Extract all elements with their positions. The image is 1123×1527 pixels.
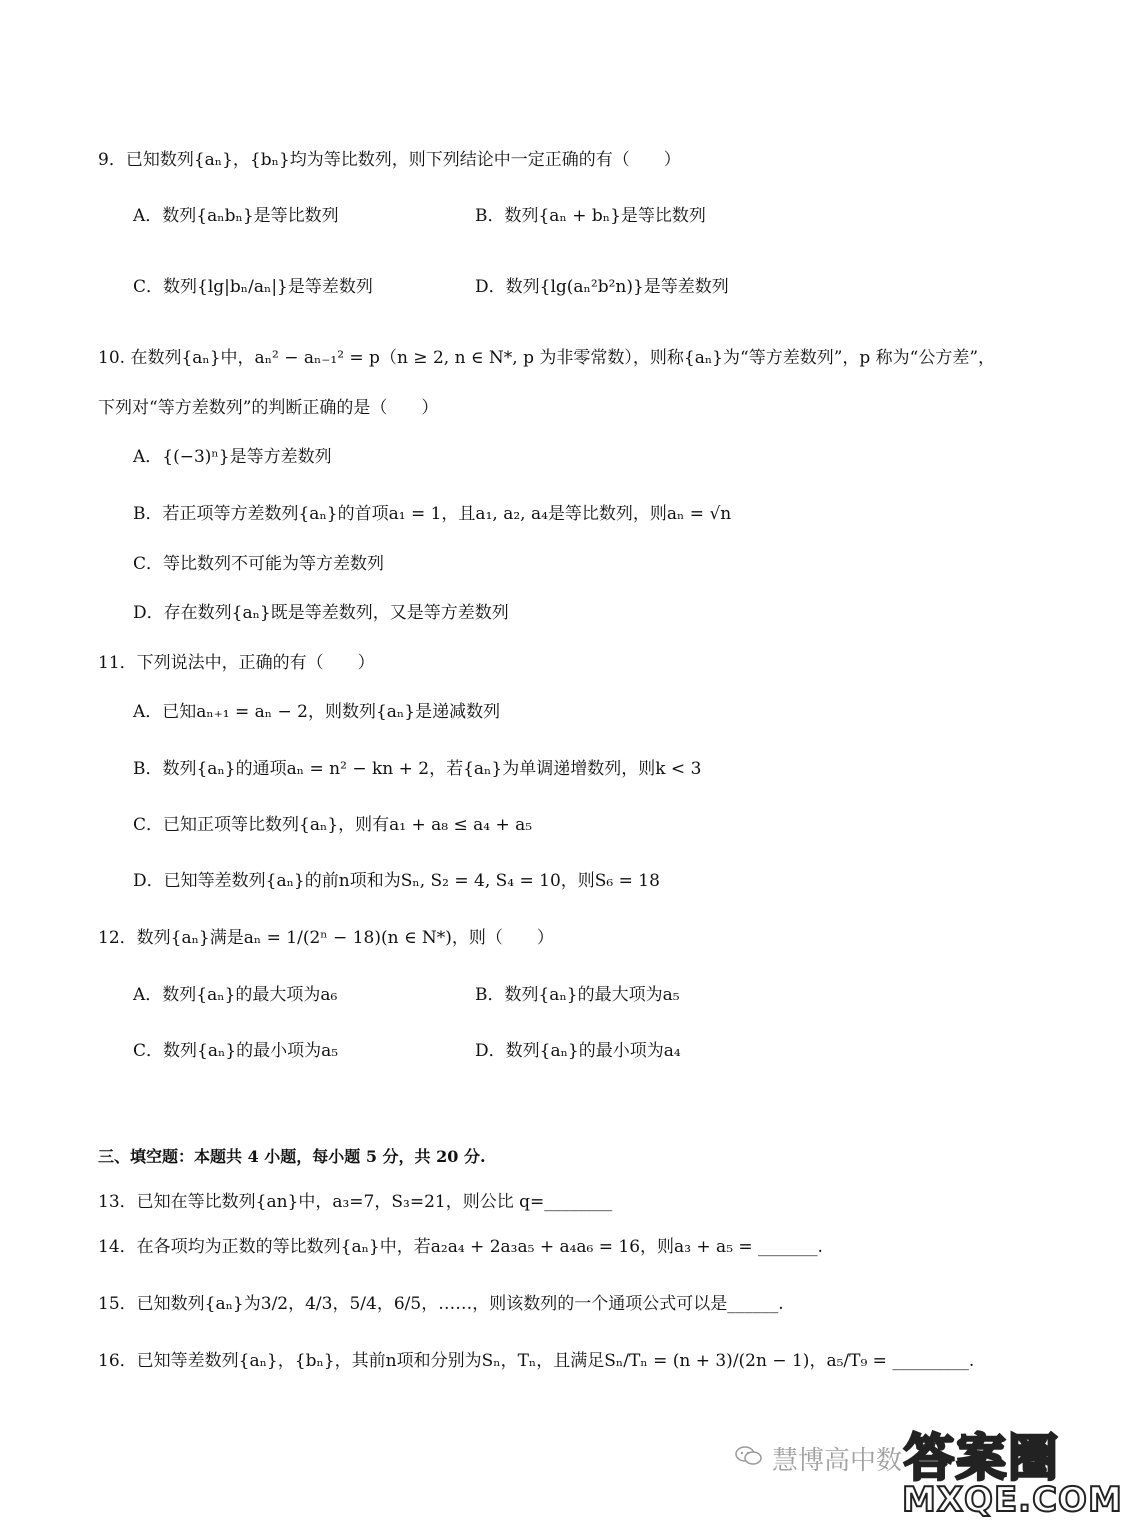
question-12-stem: 12．数列{aₙ}满是aₙ = 1/(2ⁿ − 18)(n ∈ N*)，则（ ） xyxy=(98,928,554,948)
section-3-heading: 三、填空题：本题共 4 小题，每小题 5 分，共 20 分. xyxy=(98,1147,486,1166)
question-12-option-d: D．数列{aₙ}的最小项为a₄ xyxy=(475,1041,681,1061)
logo-site: MXQE.COM xyxy=(902,1480,1123,1520)
question-11-stem: 11．下列说法中，正确的有（ ） xyxy=(98,653,375,673)
question-11-option-d: D．已知等差数列{aₙ}的前n项和为Sₙ, S₂ = 4, S₄ = 10，则S₆ = 18 xyxy=(133,871,660,891)
question-10-stem-line2: 下列对“等方差数列”的判断正确的是（ ） xyxy=(98,398,439,418)
question-9-option-b: B．数列{aₙ + bₙ}是等比数列 xyxy=(475,206,706,226)
question-12-option-a: A．数列{aₙ}的最大项为a₆ xyxy=(133,985,338,1005)
question-10-option-d: D．存在数列{aₙ}既是等差数列，又是等方差数列 xyxy=(133,603,509,623)
question-9-option-d: D．数列{lg(aₙ²b²n)}是等差数列 xyxy=(475,277,729,297)
question-9-stem: 9．已知数列{aₙ}，{bₙ}均为等比数列，则下列结论中一定正确的有（ ） xyxy=(98,150,681,170)
question-14: 14．在各项均为正数的等比数列{aₙ}中，若a₂a₄ + 2a₃a₅ + a₄a₆ = 16，则a₃ + a₅ = _______. xyxy=(98,1237,823,1257)
question-11-option-b: B．数列{aₙ}的通项aₙ = n² − kn + 2，若{aₙ}为单调递增数列，则k < 3 xyxy=(133,759,702,779)
question-12-option-c: C．数列{aₙ}的最小项为a₅ xyxy=(133,1041,339,1061)
question-11-option-a: A．已知aₙ₊₁ = aₙ − 2，则数列{aₙ}是递减数列 xyxy=(133,702,501,722)
question-10-stem-line1: 10. 在数列{aₙ}中，aₙ² − aₙ₋₁² = p（n ≥ 2, n ∈ N*, p 为非零常数），则称{aₙ}为“等方差数列”，p 称为“公方差”， xyxy=(98,348,996,368)
question-11-option-c: C．已知正项等比数列{aₙ}，则有a₁ + a₈ ≤ a₄ + a₅ xyxy=(133,815,533,835)
question-13: 13．已知在等比数列{an}中，a₃=7，S₃=21，则公比 q=________ xyxy=(98,1192,613,1212)
question-9-option-c: C．数列{lg|bₙ/aₙ|}是等差数列 xyxy=(133,277,373,297)
watermark-account-name: 慧博高中数 xyxy=(772,1446,903,1476)
question-10-option-c: C．等比数列不可能为等方差数列 xyxy=(133,554,385,574)
logo-text: 答案圈 xyxy=(904,1429,1060,1487)
question-12-option-b: B．数列{aₙ}的最大项为a₅ xyxy=(475,985,680,1005)
question-9-option-a: A．数列{aₙbₙ}是等比数列 xyxy=(133,206,339,226)
question-10-option-a: A．{(−3)ⁿ}是等方差数列 xyxy=(133,447,332,467)
answer-circle-logo xyxy=(900,1418,1123,1522)
wechat-icon xyxy=(735,1445,763,1467)
question-10-option-b: B．若正项等方差数列{aₙ}的首项a₁ = 1，且a₁, a₂, a₄是等比数列，则aₙ = √n xyxy=(133,504,732,524)
question-15: 15．已知数列{aₙ}为3/2，4/3，5/4，6/5，……，则该数列的一个通项公式可以是______. xyxy=(98,1294,784,1314)
question-16: 16．已知等差数列{aₙ}，{bₙ}，其前n项和分别为Sₙ，Tₙ，且满足Sₙ/Tₙ = (n + 3)/(2n − 1)，a₅/T₉ = _________. xyxy=(98,1351,975,1371)
